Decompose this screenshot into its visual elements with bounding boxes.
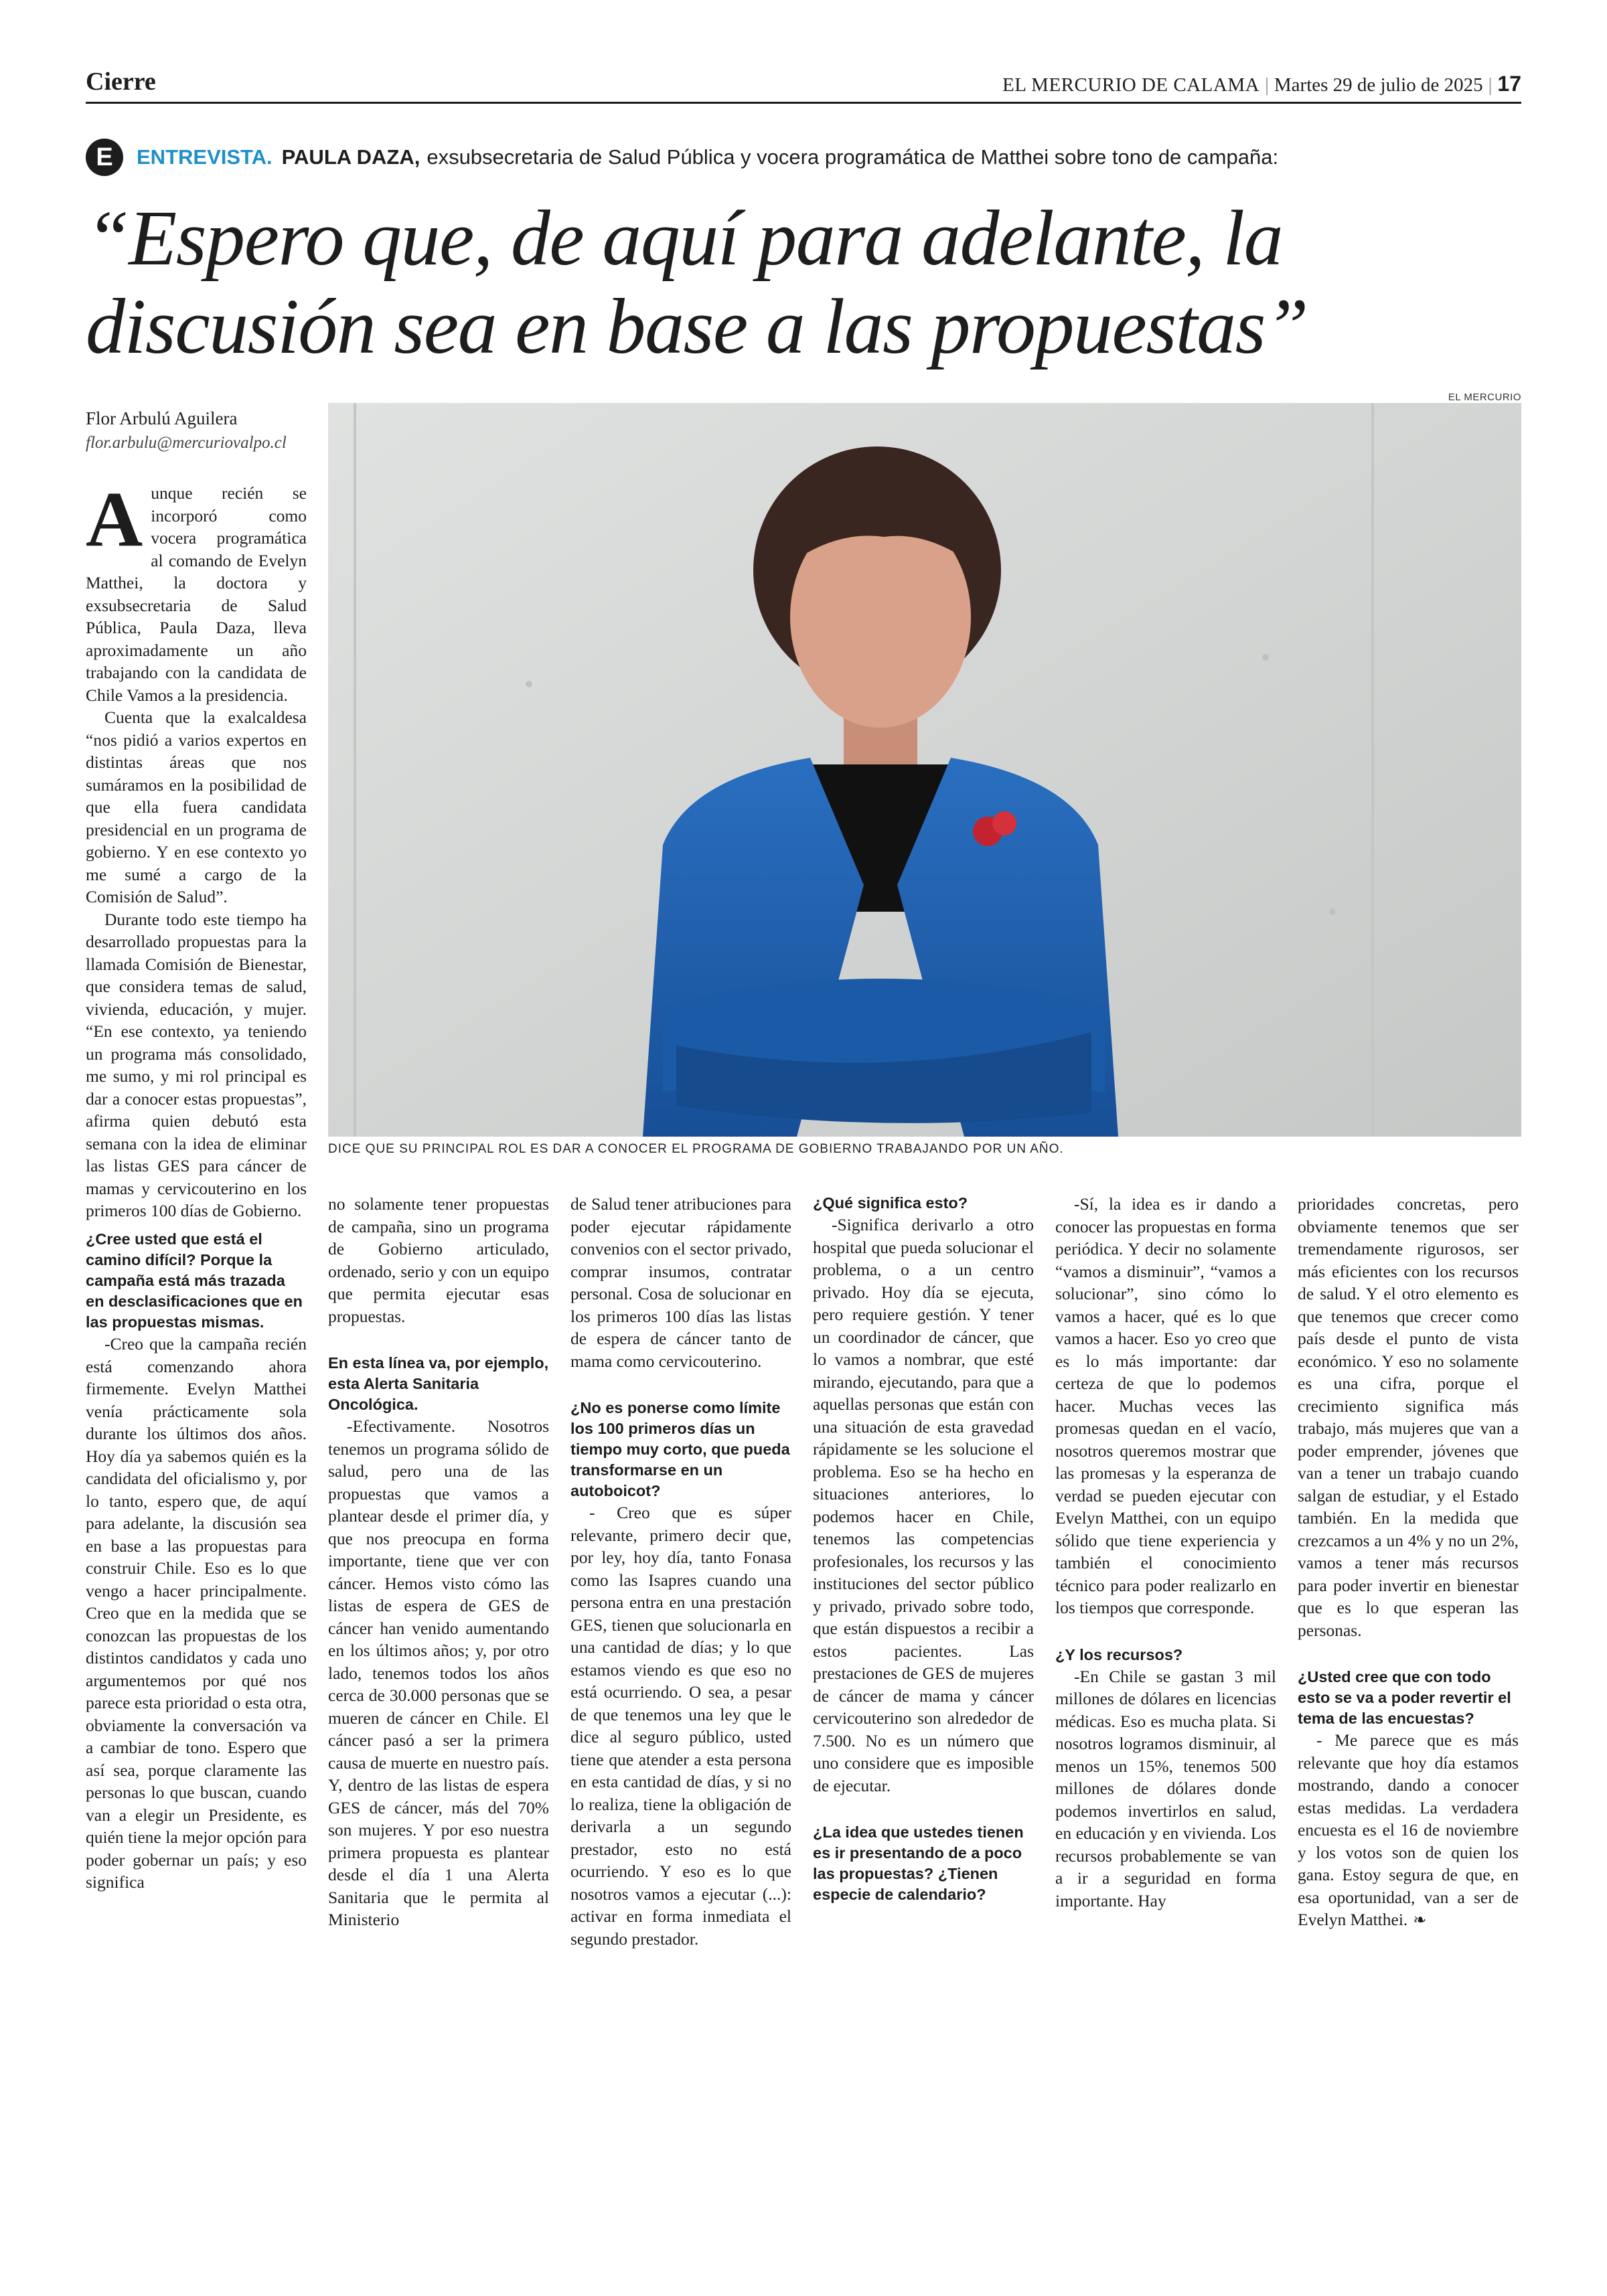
answer: de Salud tener atribuciones para poder ejecutar rápidamente convenios con el sector privado, comprar insumos, contratar personal. Cosa de solucionar en los primeros 100 días las listas de espera de cáncer tanto de mama como cervicouterino. [570,1194,791,1371]
kicker-label: ENTREVISTA. [137,145,273,169]
answer: -Sí, la idea es ir dando a conocer las propuestas en forma periódica. Y decir no solamente “vamos a disminuir”, “vamos a solucionar”, sino cómo lo vamos a hacer, qué es lo que vamos a hacer. Eso yo creo que es lo más importante: dar certeza de que lo podemos hacer. Muchas veces las promesas quedan en el vacío, nosotros queremos mostrar que las promesas y la esperanza de verdad se pueden ejecutar con Evelyn Matthei, con un equipo sólido que tiene experiencia y también el conocimiento técnico para poder realizarlo en los tiempos que corresponde. [1055,1194,1276,1617]
paragraph: Durante todo este tiempo ha desarrollado propuestas para la llamada Comisión de Bienestar, que considera temas de salud, vivienda, educación, y mujer. “En ese contexto, ya teniendo un programa más consolidado, me sumo, y mi rol principal es dar a conocer estas propuestas”, afirma quien debutó esta semana con la idea de eliminar las listas GES para cáncer de mamas y cervicouterino en los primeros 100 días de Gobierno. [86,909,307,1220]
portrait-photo [328,403,1521,1137]
article-column-3 [570,1193,791,1950]
author-name: Flor Arbulú Aguilera [86,408,238,428]
kicker [86,134,1521,181]
byline [86,406,307,455]
question: ¿Y los recursos? [1055,1645,1183,1663]
publication-info: EL MERCURIO DE CALAMA | Martes 29 de julio de 2025 | 17 [1002,72,1521,96]
answer: no solamente tener propuestas de campaña, sino un programa de Gobierno articulado, ordenado, serio y con un equipo que permita ejecutar esas propuestas. [328,1194,549,1326]
question: ¿Usted cree que con todo esto se va a poder revertir el tema de las encuestas? [1298,1668,1511,1727]
question: ¿La idea que ustedes tienen es ir presentando de a poco las propuestas? ¿Tienen especie de calendario? [813,1823,1024,1903]
article-column-4 [813,1193,1034,1905]
end-mark-icon: ❧ [1413,1910,1427,1929]
entrevista-badge-icon: E [86,139,123,176]
page-header [86,62,1521,104]
photo-credit: EL MERCURIO [1448,392,1521,403]
article-column-6 [1298,1193,1519,1932]
article-column-1 [86,475,307,1222]
kicker-name: PAULA DAZA, [281,145,420,169]
portrait-illustration [328,403,1521,1137]
paragraph: Cuenta que la exalcaldesa “nos pidió a varios expertos en distintas áreas que nos sumáramos en la posibilidad de que ella fuera candidata presidencial en un programa de gobierno. Y en ese contexto yo me sumé a cargo de la Comisión de Salud”. [86,708,307,906]
dropcap: A [86,475,143,563]
answer: -Efectivamente. Nosotros tenemos un programa sólido de salud, pero una de las propuestas que vamos a plantear desde el primer día, y que nos preocupa en forma importante, tiene que ver con cáncer. Hemos visto cómo las listas de espera de GES de cáncer han venido aumentando en los últimos años; y, por otro lado, tenemos todos los años cerca de 30.000 personas que se mueren de cáncer en Chile. El cáncer pasó a ser la primera causa de muerte en nuestro país. Y, dentro de las listas de espera GES de cáncer, más del 70% son mujeres. Y por eso nuestra primera propuesta es plantear desde el día 1 una Alerta Sanitaria que le permita al Ministerio [328,1416,549,1929]
section-name: Cierre [86,68,156,96]
answer: -En Chile se gastan 3 mil millones de dólares en licencias médicas. Eso es mucha plata. Si nosotros logramos disminuir, al menos un 15%, tenemos 500 millones de dólares donde podemos invertirlos en salud, en educación y en vivienda. Los recursos probablemente se van a ir a seguridad en forma importante. Hay [1055,1666,1276,1910]
article-column-5 [1055,1193,1276,1912]
question: En esta línea va, por ejemplo, esta Alerta Sanitaria Oncológica. [328,1354,549,1413]
article-column-2 [328,1193,549,1931]
article-column-1b [86,1229,307,1894]
question: ¿Qué significa esto? [813,1194,968,1212]
intro-paragraph: Aunque recién se incorporó como vocera programática al comando de Evelyn Matthei, la doctora y exsubsecretaria de Salud Pública, Paula Daza, lleva aproximadamente un año trabajando con la candidata de Chile Vamos a la presidencia. [86,475,307,705]
headline: “Espero que, de aquí para adelante, la discusión sea en base a las propuestas” [86,194,1308,370]
answer: -Significa derivarlo a otro hospital que pueda solucionar el problema, o a un centro privado. Hoy día se ejecuta, pero requiere gestión. Y tener un coordinador de cáncer, que lo vamos a nombrar, que esté mirando, ejecutando, para que a aquellas personas que están con una situación de esta gravedad rápidamente se les solucione el problema. Eso se ha hecho en situaciones anteriores, lo podemos hacer en Chile, tenemos las competencias profesionales, los recursos y las instituciones del sector público y privado, privado sobre todo, que están dispuestos a recibir a estos pacientes. Las prestaciones de GES de mujeres de cáncer de mama y cáncer cervicouterino son alrededor de 7.500. No es un número que uno considere que es imposible de ejecutar. [813,1215,1034,1795]
answer: - Me parece que es más relevante que hoy día estamos mostrando, dando a conocer estas medidas. La verdadera encuesta es el 16 de noviembre y los votos son de quien los gana. Estoy segura de que, en esa oportunidad, van a ser de Evelyn Matthei. ❧ [1298,1730,1519,1929]
author-email: flor.arbulu@mercuriovalpo.cl [86,434,287,452]
photo-caption: DICE QUE SU PRINCIPAL ROL ES DAR A CONOCER EL PROGRAMA DE GOBIERNO TRABAJANDO POR UN AÑO. [328,1142,1064,1156]
question: ¿No es ponerse como límite los 100 primeros días un tiempo muy corto, que pueda transformarse en un autoboicot? [570,1399,790,1499]
question: ¿Cree usted que está el camino difícil? Porque la campaña está más trazada en desclasificaciones que en las propuestas mismas. [86,1230,303,1331]
answer: -Creo que la campaña recién está comenzando ahora firmemente. Evelyn Matthei venía prácticamente sola durante los últimos dos años. Hoy día ya sabemos quién es la candidata del oficialismo y, por lo tanto, espero que, de aquí para adelante, la discusión sea en base a las propuestas para construir Chile. Eso es lo que vengo a hacer principalmente. Creo que en la medida que se conozcan las propuestas de los distintos candidatos y cada uno argumentemos por qué nos parece esta prioridad o esta otra, obviamente la conversación va a cambiar de tono. Espero que así sea, porque claramente las personas lo que buscan, cuando van a elegir un Presidente, es quién tiene la mejor opción para poder gobernar un país; y eso significa [86,1334,307,1892]
kicker-description: exsubsecretaria de Salud Pública y vocera programática de Matthei sobre tono de campaña: [427,145,1279,169]
answer: - Creo que es súper relevante, primero decir que, por ley, hoy día, tanto Fonasa como las Isapres cuando una persona entra en una prestación GES, tienen que solucionarla en una cantidad de días; y lo que estamos viendo es que eso no está ocurriendo. O sea, a pesar de que tenemos una ley que le dice al seguro público, usted tiene que atender a esta persona en esta cantidad de días, y si no lo realiza, tiene la obligación de derivarla a un segundo prestador, esto no está ocurriendo. Y eso es lo que nosotros vamos a ejecutar (...): activar en forma inmediata el segundo prestador. [570,1503,791,1949]
page-number: 17 [1497,72,1521,96]
answer: prioridades concretas, pero obviamente tenemos que ser tremendamente rigurosos, ser más eficientes con los recursos de salud. Y el otro elemento es que tenemos que crecer como país desde el punto de vista económico. Y eso no solamente es una cifra, porque el crecimiento significa más trabajo, más mujeres que van a poder emprender, jóvenes que van a tener un trabajo cuando salgan de estudiar, y el Estado también. En la medida que crezcamos a un 4% y no un 2%, vamos a tener más recursos para poder invertir en bienestar que es lo que esperan las personas. [1298,1194,1519,1640]
publication-name: EL MERCURIO DE CALAMA [1002,74,1260,96]
publication-date: Martes 29 de julio de 2025 [1274,74,1483,96]
